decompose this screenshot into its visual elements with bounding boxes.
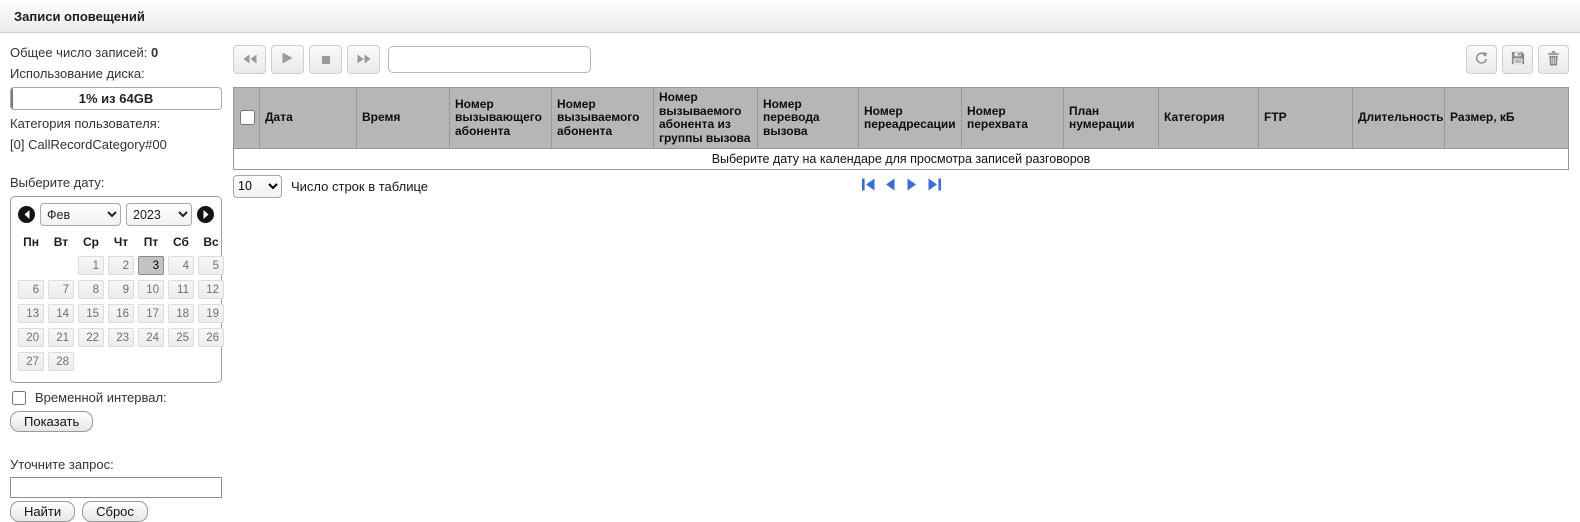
prev-page-icon bbox=[885, 178, 896, 194]
calendar-day-26[interactable]: 26 bbox=[198, 328, 224, 347]
user-category-label: Категория пользователя: bbox=[10, 116, 222, 132]
chevron-left-icon bbox=[23, 207, 31, 222]
total-records-line bbox=[10, 45, 222, 61]
empty-message: Выберите дату на календаре для просмотра записей разговоров bbox=[234, 149, 1569, 170]
stop-button[interactable] bbox=[309, 45, 342, 74]
calendar-day-5[interactable]: 5 bbox=[198, 256, 224, 275]
chevron-right-icon bbox=[202, 207, 210, 222]
column-header: Категория bbox=[1159, 88, 1259, 149]
fast-forward-button[interactable] bbox=[347, 45, 380, 74]
rewind-button[interactable] bbox=[233, 45, 266, 74]
column-header: Номер перехвата bbox=[962, 88, 1064, 149]
calendar-day-6[interactable]: 6 bbox=[18, 280, 44, 299]
time-interval-label: Временной интервал: bbox=[35, 390, 167, 405]
page-header bbox=[0, 0, 1580, 33]
calendar-day-3[interactable]: 3 bbox=[138, 256, 164, 275]
query-buttons bbox=[10, 501, 222, 522]
column-header: Номер переадресации bbox=[859, 88, 962, 149]
calendar-day-27[interactable]: 27 bbox=[18, 352, 44, 371]
save-icon bbox=[1511, 51, 1525, 68]
calendar-day-13[interactable]: 13 bbox=[18, 304, 44, 323]
calendar-day-12[interactable]: 12 bbox=[198, 280, 224, 299]
first-page-button[interactable] bbox=[861, 179, 876, 193]
calendar-day-19[interactable]: 19 bbox=[198, 304, 224, 323]
weekday-label: Пн bbox=[17, 234, 45, 252]
save-button[interactable] bbox=[1502, 45, 1533, 74]
calendar-day-22[interactable]: 22 bbox=[78, 328, 104, 347]
weekday-label: Вс bbox=[197, 234, 225, 252]
total-records-label: Общее число записей: bbox=[10, 45, 147, 60]
refresh-icon bbox=[1474, 51, 1489, 69]
reset-button[interactable]: Сброс bbox=[82, 501, 148, 522]
prev-page-button[interactable] bbox=[883, 179, 898, 193]
calendar-day-15[interactable]: 15 bbox=[78, 304, 104, 323]
calendar-day-4[interactable]: 4 bbox=[168, 256, 194, 275]
calendar-day-21[interactable]: 21 bbox=[48, 328, 74, 347]
calendar-day-23[interactable]: 23 bbox=[108, 328, 134, 347]
next-page-button[interactable] bbox=[905, 179, 920, 193]
query-label: Уточните запрос: bbox=[10, 457, 222, 472]
last-page-icon bbox=[927, 178, 941, 194]
column-header: Размер, кБ bbox=[1445, 88, 1569, 149]
calendar bbox=[10, 196, 222, 383]
weekday-label: Сб bbox=[167, 234, 195, 252]
column-header: Номер вызывающего абонента bbox=[450, 88, 552, 149]
calendar-day-14[interactable]: 14 bbox=[48, 304, 74, 323]
select-all-header bbox=[234, 88, 260, 149]
time-interval-checkbox[interactable] bbox=[12, 391, 26, 405]
calendar-day-20[interactable]: 20 bbox=[18, 328, 44, 347]
calendar-day-9[interactable]: 9 bbox=[108, 280, 134, 299]
fast-forward-icon bbox=[357, 52, 371, 67]
calendar-day-2[interactable]: 2 bbox=[108, 256, 134, 275]
column-header: Номер вызываемого абонента bbox=[552, 88, 654, 149]
weekday-label: Ср bbox=[77, 234, 105, 252]
sidebar bbox=[10, 45, 222, 522]
weekday-label: Вт bbox=[47, 234, 75, 252]
calendar-day-16[interactable]: 16 bbox=[108, 304, 134, 323]
column-header: План нумерации bbox=[1064, 88, 1159, 149]
calendar-next-button[interactable] bbox=[197, 206, 214, 223]
disk-usage-bar bbox=[10, 87, 222, 110]
weekday-label: Чт bbox=[107, 234, 135, 252]
refresh-button[interactable] bbox=[1466, 45, 1497, 74]
delete-button[interactable] bbox=[1538, 45, 1569, 74]
first-page-icon bbox=[861, 178, 875, 194]
record-search-input[interactable] bbox=[388, 46, 591, 73]
date-picker-label: Выберите дату: bbox=[10, 175, 222, 190]
select-all-checkbox[interactable] bbox=[240, 110, 255, 125]
calendar-year-select[interactable] bbox=[126, 203, 192, 226]
calendar-day-28[interactable]: 28 bbox=[48, 352, 74, 371]
play-button[interactable] bbox=[271, 45, 304, 74]
records-table bbox=[233, 87, 1569, 170]
calendar-day-7[interactable]: 7 bbox=[48, 280, 74, 299]
next-page-icon bbox=[907, 178, 918, 194]
calendar-day-10[interactable]: 10 bbox=[138, 280, 164, 299]
total-records-value: 0 bbox=[151, 45, 158, 60]
calendar-day-1[interactable]: 1 bbox=[78, 256, 104, 275]
rows-per-page-select[interactable] bbox=[233, 175, 282, 198]
calendar-day-17[interactable]: 17 bbox=[138, 304, 164, 323]
find-button[interactable]: Найти bbox=[10, 501, 75, 522]
toolbar bbox=[233, 45, 1569, 74]
pagination-bar bbox=[233, 174, 1569, 198]
disk-usage-label: Использование диска: bbox=[10, 66, 222, 82]
calendar-day-18[interactable]: 18 bbox=[168, 304, 194, 323]
stop-icon bbox=[322, 52, 330, 67]
trash-icon bbox=[1547, 51, 1560, 69]
calendar-month-select[interactable] bbox=[40, 203, 121, 226]
column-header: Номер вызываемого абонента из группы вызова bbox=[654, 88, 758, 149]
time-interval-row bbox=[10, 390, 222, 405]
calendar-prev-button[interactable] bbox=[18, 206, 35, 223]
disk-usage-value: 1% из 64GB bbox=[11, 91, 221, 106]
play-icon bbox=[282, 52, 293, 67]
column-header: Длительность bbox=[1353, 88, 1445, 149]
calendar-day-11[interactable]: 11 bbox=[168, 280, 194, 299]
column-header: Номер перевода вызова bbox=[758, 88, 859, 149]
main-area bbox=[233, 33, 1569, 522]
calendar-day-24[interactable]: 24 bbox=[138, 328, 164, 347]
calendar-grid bbox=[15, 231, 227, 375]
user-category-value: [0] CallRecordCategory#00 bbox=[10, 137, 222, 153]
rewind-icon bbox=[243, 52, 257, 67]
calendar-day-8[interactable]: 8 bbox=[78, 280, 104, 299]
calendar-nav bbox=[15, 203, 217, 226]
query-input[interactable] bbox=[10, 477, 222, 498]
rows-per-page-label: Число строк в таблице bbox=[291, 179, 428, 194]
page-title: Записи оповещений bbox=[14, 9, 145, 24]
pager-icons bbox=[861, 179, 942, 193]
column-header: FTP bbox=[1259, 88, 1353, 149]
column-header: Время bbox=[357, 88, 450, 149]
empty-row bbox=[234, 149, 1569, 170]
calendar-day-25[interactable]: 25 bbox=[168, 328, 194, 347]
weekday-label: Пт bbox=[137, 234, 165, 252]
column-header: Дата bbox=[260, 88, 357, 149]
show-button[interactable]: Показать bbox=[10, 411, 93, 432]
last-page-button[interactable] bbox=[927, 179, 942, 193]
